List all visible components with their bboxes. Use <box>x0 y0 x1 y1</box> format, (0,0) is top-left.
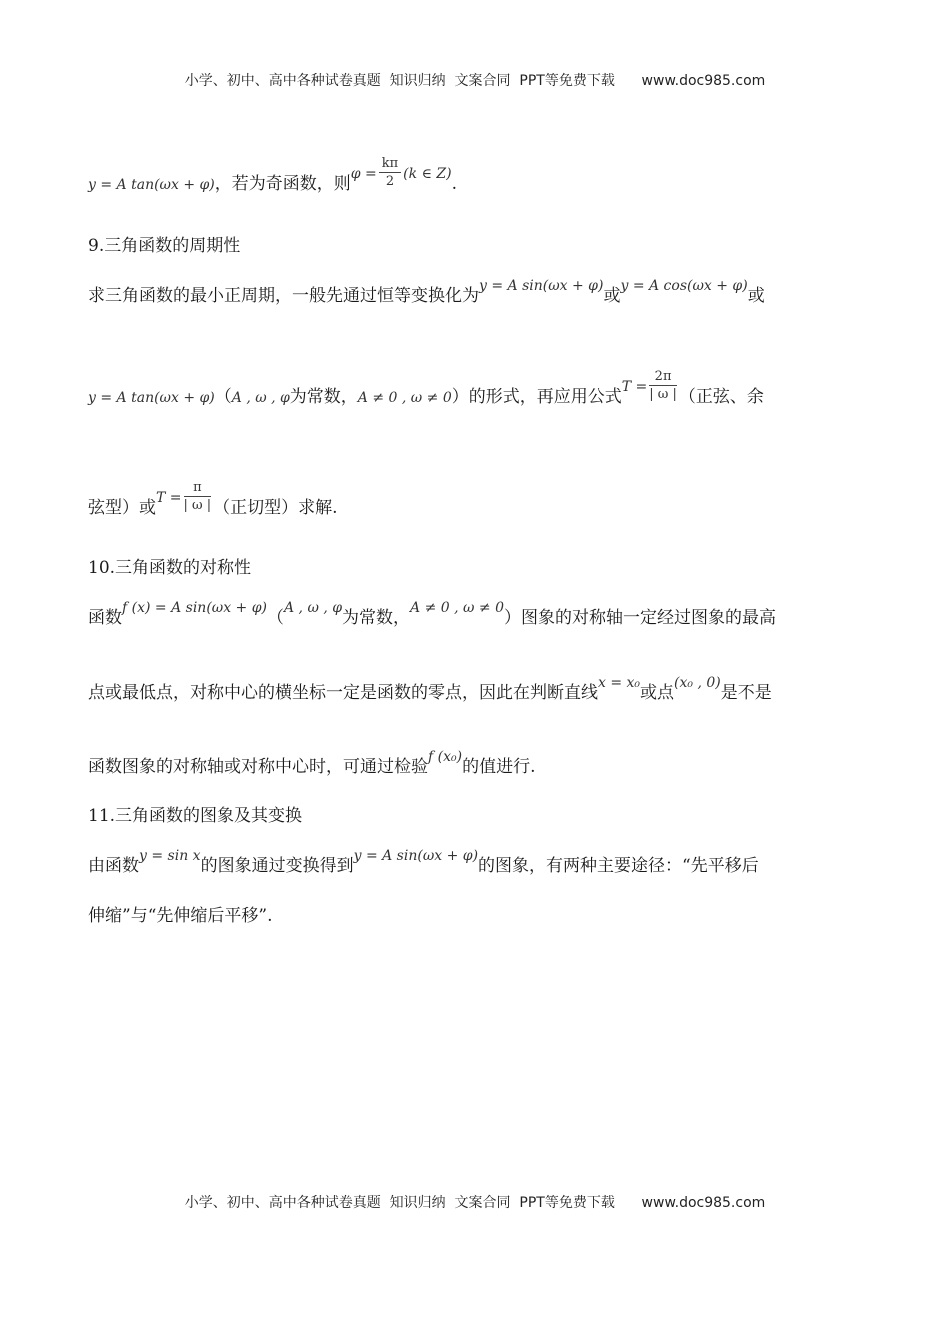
text: 函数 <box>88 608 122 628</box>
line-tangent-period <box>88 480 878 525</box>
formula-k-in-z: (k ∈ Z) <box>403 166 452 182</box>
fraction-2pi-over-omega <box>649 369 677 402</box>
formula-T: T = <box>156 490 182 506</box>
line-check-value <box>88 749 878 777</box>
formula-tan: y = A tan(ωx + φ) <box>88 390 215 406</box>
formula-line-x0: x = x₀ <box>598 675 641 691</box>
text: 的图象通过变换得到 <box>200 856 354 876</box>
text: 的图象，有两种主要途径：“先平移后 <box>478 856 759 876</box>
section-11-title: 11.三角函数的图象及其变换 <box>88 806 303 826</box>
formula-cos: y = A cos(ωx + φ) <box>620 278 748 294</box>
footer-text: 小学、初中、高中各种试卷真题 知识归纳 文案合同 PPT等免费下载 <box>184 1195 615 1211</box>
denominator: | ω | <box>649 387 677 402</box>
text: 或点 <box>640 683 675 703</box>
numerator: 2π <box>649 369 677 386</box>
formula-T: T = <box>621 379 648 395</box>
line-transformation-end: 伸缩”与“先伸缩后平移”. <box>88 906 273 926</box>
formula-phi: φ = <box>350 166 377 182</box>
formula-y-sin-x: y = sin x <box>139 848 201 864</box>
text: 弦型）或 <box>88 498 156 518</box>
formula-nonzero: A ≠ 0 , ω ≠ 0 <box>357 390 452 406</box>
formula-params: A , ω , φ <box>231 390 290 406</box>
text: 为常数， <box>342 608 411 628</box>
text: ）的形式，再应用公式 <box>451 387 622 407</box>
denominator: 2 <box>385 174 395 189</box>
text: . <box>451 174 457 194</box>
text: （ <box>214 387 232 407</box>
formula-point-x0: (x₀ , 0) <box>674 675 721 691</box>
numerator: kπ <box>379 156 401 173</box>
text: 求三角函数的最小正周期，一般先通过恒等变换化为 <box>88 286 479 306</box>
line-transformation <box>88 848 878 876</box>
formula-sin: y = A sin(ωx + φ) <box>353 848 479 864</box>
numerator: π <box>184 480 212 497</box>
section-10-title: 10.三角函数的对称性 <box>88 558 252 578</box>
section-9-title: 9.三角函数的周期性 <box>88 236 241 256</box>
fraction-k-pi-over-2 <box>379 156 401 189</box>
line-period-intro <box>88 278 878 306</box>
text: 函数图象的对称轴或对称中心时，可通过检验 <box>88 757 428 777</box>
text: 或 <box>747 286 765 306</box>
formula-tan: y = A tan(ωx + φ) <box>88 177 215 193</box>
header-text: 小学、初中、高中各种试卷真题 知识归纳 文案合同 PPT等免费下载 <box>184 73 615 89</box>
text: 由函数 <box>88 856 139 876</box>
fraction-pi-over-omega <box>184 480 212 513</box>
text: （正弦、余 <box>678 387 764 407</box>
footer-url: www.doc985.com <box>641 1195 766 1211</box>
page-footer <box>0 1192 950 1212</box>
text: 是不是 <box>720 683 772 703</box>
header-url: www.doc985.com <box>641 73 766 89</box>
formula-sin: y = A sin(ωx + φ) <box>479 278 604 294</box>
text: 或 <box>603 286 621 306</box>
formula-params: A , ω , φ <box>284 600 343 616</box>
text: （ <box>267 608 284 628</box>
text: （正切型）求解. <box>213 498 338 518</box>
text: 的值进行. <box>462 757 536 777</box>
text: ，若为奇函数，则 <box>214 174 351 194</box>
formula-f-sin: f (x) = A sin(ωx + φ) <box>122 600 267 616</box>
formula-f-x0: f (x₀) <box>428 749 463 765</box>
line-symmetry-axis <box>88 600 878 628</box>
text: 点或最低点，对称中心的横坐标一定是函数的零点，因此在判断直线 <box>88 683 598 703</box>
text: 为常数， <box>289 387 358 407</box>
text: ）图象的对称轴一定经过图象的最高 <box>503 608 776 628</box>
formula-nonzero: A ≠ 0 , ω ≠ 0 <box>410 600 504 616</box>
line-symmetry-center <box>88 675 878 703</box>
denominator: | ω | <box>183 498 212 513</box>
page-header <box>0 70 950 90</box>
